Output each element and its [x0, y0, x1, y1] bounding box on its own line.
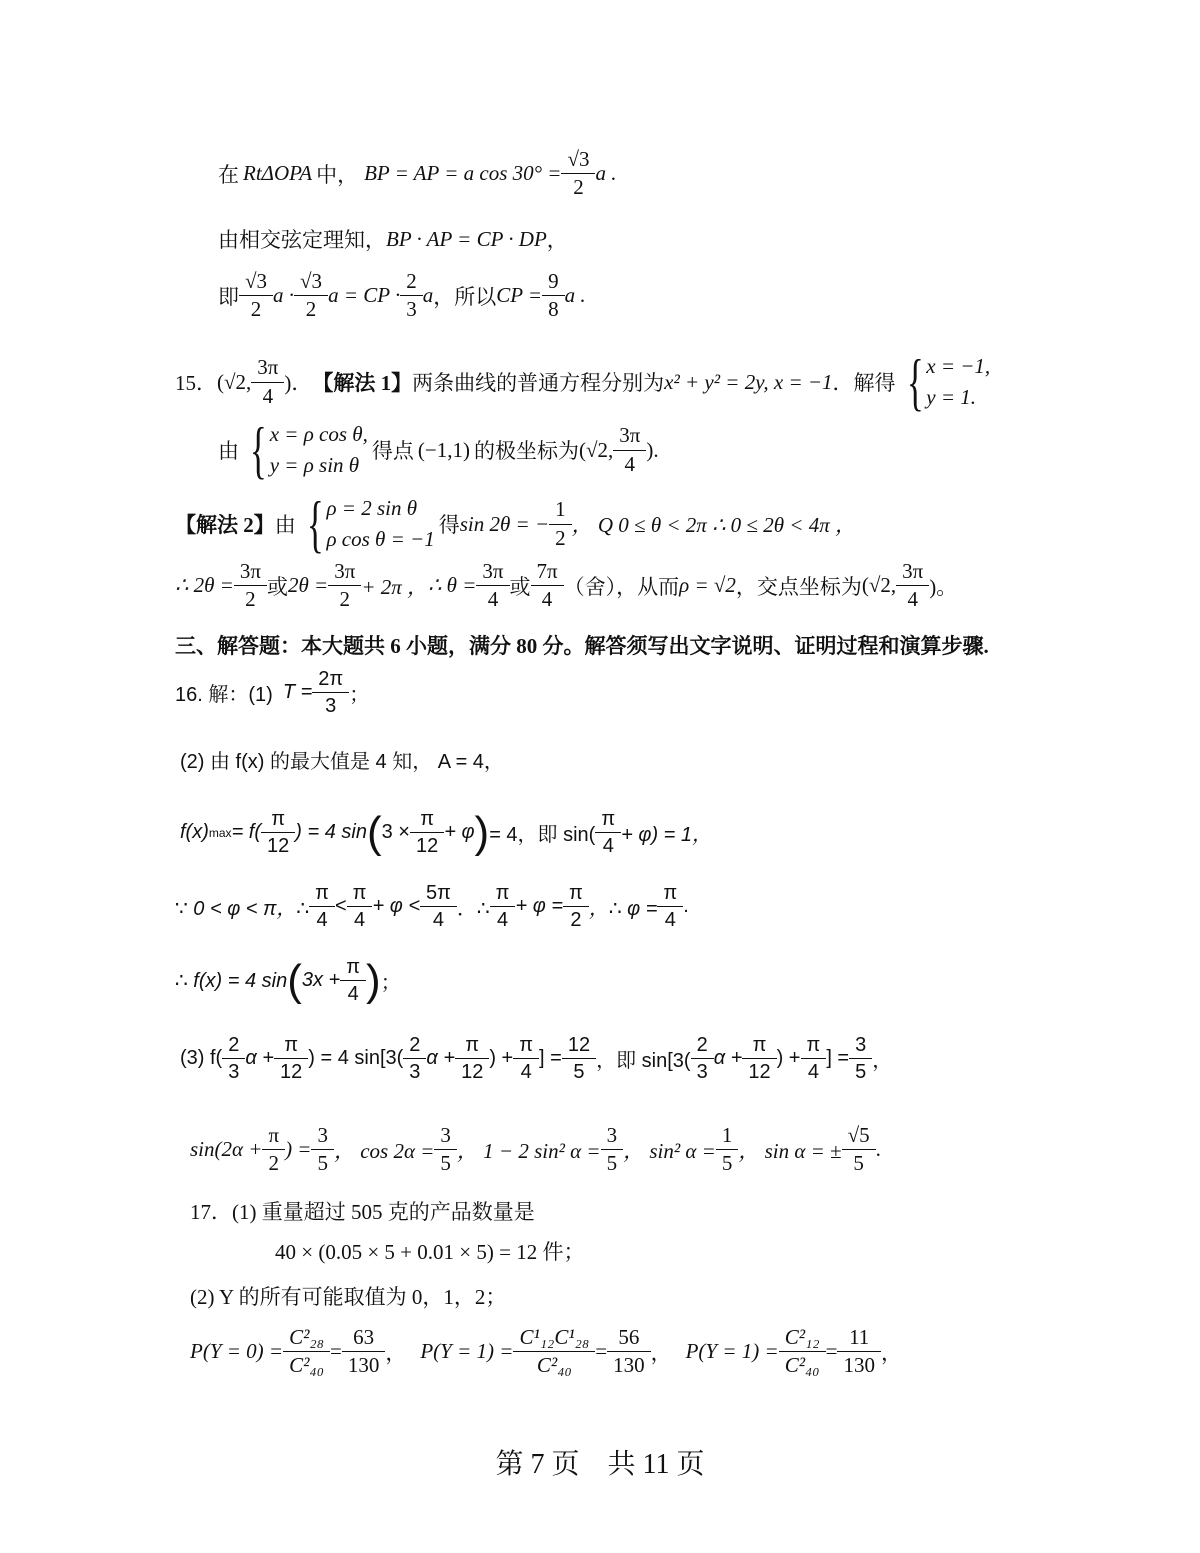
text: 由相交弦定理知， — [218, 228, 386, 252]
method-label: 【解法 2】 — [175, 513, 275, 537]
fraction — [610, 1326, 648, 1377]
text: 的极坐标为 — [473, 439, 579, 463]
equation: a = CP · — [328, 283, 401, 308]
numerator: √3 — [300, 269, 323, 293]
denominator: 5 — [842, 1149, 876, 1175]
denominator: 4 — [476, 585, 509, 611]
equation: ， sin α = ± — [738, 1138, 842, 1163]
fraction — [493, 882, 513, 931]
fraction — [345, 1326, 383, 1377]
point: (−1,1) — [417, 437, 470, 462]
text: (2) 由 f(x) 的最大值是 4 知， A = 4， — [180, 751, 504, 773]
fraction — [225, 1034, 242, 1083]
numerator: 3 — [317, 1123, 328, 1147]
question-head: 16. 解：(1) — [175, 684, 273, 706]
brace-glyph: { — [249, 414, 267, 485]
text: ，即 sin[3( — [596, 1050, 691, 1072]
q15-line-2 — [218, 414, 659, 485]
denominator: C²₄₀ — [283, 1351, 330, 1377]
numerator: π — [569, 882, 583, 904]
fraction — [899, 560, 926, 611]
condition: ， Q 0 ≤ θ < 2π ∴ 0 ≤ 2θ < 4π ， — [571, 513, 856, 537]
system-row: y = ρ sin θ — [269, 453, 360, 477]
fraction — [286, 1326, 327, 1377]
q16-line-3 — [180, 808, 712, 857]
numerator: 3π — [239, 559, 261, 583]
text: )． — [284, 371, 313, 395]
text: + φ) = 1， — [621, 824, 713, 846]
paren-glyph: ( — [287, 955, 302, 1005]
text: 得点 — [371, 439, 414, 463]
text: 即 — [218, 284, 239, 309]
denominator: 12 — [455, 1058, 489, 1083]
text: （舍），从而 — [563, 574, 680, 599]
text: (2) Y 的所有可能取值为 0，1，2； — [190, 1285, 507, 1309]
text: ] = — [826, 1047, 850, 1069]
fraction — [782, 1326, 823, 1377]
text: ) = 4 sin[3( — [308, 1047, 404, 1069]
q15-line-1 — [175, 346, 994, 417]
denominator: 130 — [607, 1351, 651, 1377]
equation-system — [900, 346, 991, 417]
fraction — [660, 882, 680, 931]
text: a — [422, 283, 434, 308]
numerator: 9 — [548, 269, 559, 293]
denominator: 4 — [613, 450, 646, 476]
fraction — [534, 560, 561, 611]
numerator: 56 — [618, 1325, 640, 1349]
numerator: 5π — [426, 882, 451, 904]
equation: ， sin² α = — [623, 1138, 716, 1163]
equation: ∵ 0 < φ < π，∴ — [175, 898, 310, 920]
fraction — [516, 1326, 592, 1377]
numerator: 1 — [555, 497, 566, 522]
numerator: C²₂₈ — [289, 1325, 324, 1349]
paren-glyph: ) — [366, 955, 381, 1005]
fraction — [406, 1034, 423, 1083]
text: (√2, — [578, 437, 614, 462]
fraction — [403, 270, 420, 321]
fraction — [242, 270, 270, 321]
denominator: 2 — [563, 906, 589, 931]
text: 由 — [274, 513, 296, 537]
numerator: π — [315, 882, 329, 904]
text: = 4，即 sin( — [489, 824, 596, 846]
denominator: 12 — [742, 1058, 776, 1083]
fraction — [566, 882, 586, 931]
numerator: π — [271, 808, 286, 830]
proof-line-3 — [218, 270, 586, 321]
numerator: 3 — [855, 1034, 867, 1056]
q16-line-4 — [175, 882, 689, 931]
q15-line-4 — [175, 560, 957, 611]
equation: ， 1 − 2 sin² α = — [456, 1138, 601, 1163]
text: ) = — [285, 1137, 312, 1162]
denominator: 5 — [716, 1149, 739, 1175]
fraction — [350, 882, 370, 931]
equation: ρ = √2 — [679, 573, 736, 598]
denominator: 2 — [262, 1149, 285, 1175]
equation: BP · AP = CP · DP — [386, 226, 547, 251]
text: 得 — [438, 513, 460, 537]
numerator: π — [420, 808, 435, 830]
fraction — [516, 1034, 536, 1083]
text: a · — [273, 283, 295, 308]
equation: = f( — [231, 821, 262, 843]
fraction — [565, 1034, 593, 1083]
equation: ∴ f(x) = 4 sin — [175, 970, 288, 992]
brace-glyph: { — [306, 488, 324, 559]
text: + φ — [444, 821, 475, 843]
system-row: ρ = 2 sin θ — [326, 496, 418, 520]
denominator: 2 — [234, 585, 267, 611]
denominator: 3 — [691, 1058, 714, 1083]
numerator: 2 — [228, 1034, 240, 1056]
text: ， — [880, 1340, 902, 1365]
paren-glyph: ) — [474, 807, 490, 857]
numerator: 3π — [902, 559, 924, 583]
equation: CP = — [496, 283, 543, 308]
numerator: π — [284, 1034, 299, 1056]
fraction — [694, 1034, 711, 1083]
denominator: 8 — [542, 295, 565, 321]
numerator: 2 — [406, 269, 417, 293]
text: + φ = — [515, 895, 564, 917]
denominator: 4 — [531, 585, 564, 611]
denominator: 130 — [837, 1351, 881, 1377]
text: 由 — [218, 439, 239, 463]
text: = — [595, 1339, 608, 1364]
numerator: 3π — [619, 423, 641, 448]
numerator: 7π — [536, 559, 558, 583]
numerator: π — [352, 882, 367, 904]
proof-line-2 — [218, 224, 568, 254]
equation-system — [243, 414, 368, 485]
numerator: π — [346, 956, 361, 978]
numerator: π — [495, 882, 510, 904]
denominator: 5 — [311, 1149, 334, 1175]
equation: T = — [282, 681, 313, 703]
text: ； — [380, 972, 401, 994]
page-footer — [0, 1442, 1200, 1482]
q17-line-4 — [190, 1326, 902, 1377]
fraction — [437, 1124, 454, 1175]
denominator: 4 — [340, 980, 366, 1005]
denominator: 12 — [410, 832, 444, 857]
denominator: 4 — [420, 906, 457, 931]
text: ； — [349, 684, 370, 706]
fraction — [604, 1124, 621, 1175]
text: a . — [564, 283, 586, 308]
denominator: 5 — [434, 1149, 457, 1175]
numerator: π — [519, 1034, 534, 1056]
fraction — [331, 560, 358, 611]
q16-line-6 — [180, 1034, 892, 1083]
denominator: C²₄₀ — [779, 1351, 826, 1377]
denominator: 3 — [222, 1058, 245, 1083]
fraction — [312, 882, 332, 931]
equation: + 2π ， — [361, 574, 429, 599]
denominator: 2 — [328, 585, 361, 611]
paren-glyph: ( — [366, 807, 382, 857]
equation: 2θ = — [287, 573, 329, 598]
fraction — [237, 560, 264, 611]
text: ) + — [489, 1047, 514, 1069]
numerator: 2 — [409, 1034, 421, 1056]
denominator: 2 — [549, 524, 572, 550]
denominator: 4 — [513, 1058, 539, 1083]
denominator: 2 — [294, 295, 328, 321]
fraction — [719, 1124, 736, 1175]
text: ， — [872, 1050, 893, 1072]
denominator: 2 — [561, 173, 595, 199]
denominator: C²₄₀ — [513, 1351, 595, 1377]
fraction — [264, 808, 292, 857]
numerator: 12 — [567, 1034, 591, 1056]
section-title: 三、解答题：本大题共 6 小题，满分 80 分。解答须写出文字说明、证明过程和演算步骤. — [175, 634, 989, 658]
fraction — [845, 1124, 873, 1175]
numerator: 63 — [353, 1325, 375, 1349]
text: ) + — [776, 1047, 801, 1069]
text: α + — [713, 1047, 743, 1069]
text: ). — [646, 437, 659, 462]
fraction — [804, 1034, 824, 1083]
system-row: x = ρ cos θ, — [269, 422, 368, 446]
denominator: 4 — [657, 906, 683, 931]
fraction — [423, 882, 454, 931]
text: (√2, — [217, 369, 252, 394]
page-number: 第 7 页 共 11 页 — [495, 1449, 705, 1480]
numerator: √3 — [245, 269, 268, 293]
text: ，交点坐标为 — [735, 574, 862, 599]
q16-line-7 — [190, 1124, 881, 1175]
text: α + — [426, 1047, 456, 1069]
text: )。 — [929, 574, 958, 599]
numerator: 3π — [482, 559, 504, 583]
q17-line-1 — [190, 1196, 535, 1226]
text: ] = — [539, 1047, 562, 1069]
q16-line-1 — [175, 668, 369, 717]
text: ．解得 — [832, 371, 896, 395]
numerator: π — [465, 1034, 480, 1056]
numerator: 3π — [257, 355, 279, 380]
denominator: 130 — [342, 1351, 386, 1377]
equation: sin 2θ = − — [459, 511, 550, 536]
text: (√2, — [861, 573, 897, 598]
system-row: x = −1, — [926, 354, 991, 378]
equation: ∴ 2θ = — [175, 573, 234, 598]
fraction — [852, 1034, 869, 1083]
numerator: C¹₁₂C¹₂₈ — [519, 1325, 590, 1349]
denominator: 4 — [347, 906, 373, 931]
denominator: 3 — [403, 1058, 426, 1083]
text: ， — [650, 1340, 672, 1365]
numerator: 11 — [849, 1325, 870, 1349]
denominator: 12 — [261, 832, 295, 857]
equation: ∴ θ = — [428, 573, 477, 598]
text: a . — [595, 161, 617, 186]
fraction — [616, 424, 643, 475]
q15-line-3 — [175, 488, 856, 559]
q16-line-5 — [175, 956, 401, 1005]
text: 在 — [218, 162, 239, 187]
text: ，∴ φ = — [588, 898, 658, 920]
denominator: 3 — [400, 295, 423, 321]
fraction — [745, 1034, 773, 1083]
equation: P(Y = 1) = — [685, 1339, 779, 1364]
numerator: √5 — [847, 1123, 870, 1147]
text: ，所以 — [433, 284, 497, 309]
numerator: 3π — [334, 559, 356, 583]
text: 或 — [266, 574, 288, 599]
system-row: y = 1. — [926, 385, 977, 409]
equation: f(x) — [180, 821, 209, 843]
subscript: max — [208, 825, 232, 840]
numerator: 3 — [606, 1123, 618, 1147]
denominator: 12 — [274, 1058, 308, 1083]
equation: P(Y = 0) = — [190, 1339, 284, 1364]
denominator: 4 — [801, 1058, 827, 1083]
denominator: 4 — [490, 906, 516, 931]
fraction — [840, 1326, 878, 1377]
fraction — [552, 498, 569, 549]
numerator: √3 — [567, 147, 590, 171]
numerator: π — [601, 808, 616, 830]
numerator: 3 — [440, 1123, 451, 1147]
fraction — [314, 1124, 331, 1175]
text: . — [875, 1137, 881, 1162]
denominator: 2 — [239, 295, 273, 321]
equation: sin(2α + — [190, 1137, 263, 1162]
q16-line-2 — [180, 745, 504, 774]
fraction — [343, 956, 363, 1005]
fraction — [458, 1034, 486, 1083]
text: (3) f( — [180, 1047, 223, 1069]
denominator: 5 — [601, 1149, 624, 1175]
equation: ) = 4 sin — [295, 821, 367, 843]
text: ．∴ — [456, 898, 490, 920]
fraction — [315, 668, 346, 717]
text: 或 — [509, 574, 531, 599]
system-row: ρ cos θ = −1 — [326, 527, 435, 551]
proof-line-1 — [218, 148, 616, 199]
numerator: C²₁₂ — [784, 1325, 820, 1349]
q17-line-3 — [190, 1281, 506, 1311]
text: ， — [385, 1340, 407, 1365]
equation: BP = AP = a cos 30° = — [364, 161, 562, 186]
text: = — [825, 1339, 838, 1364]
numerator: π — [752, 1034, 767, 1056]
numerator: π — [806, 1034, 821, 1056]
calculation: 40 × (0.05 × 5 + 0.01 × 5) = 12 件； — [275, 1240, 585, 1264]
denominator: 5 — [849, 1058, 872, 1083]
fraction — [277, 1034, 305, 1083]
denominator: 4 — [251, 382, 284, 408]
denominator: 5 — [562, 1058, 596, 1083]
fraction — [413, 808, 441, 857]
text: 3x + — [301, 969, 341, 991]
text: + φ < — [372, 895, 421, 917]
fraction — [479, 560, 506, 611]
section-heading — [175, 630, 989, 660]
numerator: π — [663, 882, 678, 904]
denominator: 4 — [896, 585, 929, 611]
brace-glyph: { — [906, 346, 924, 417]
equation: ， cos 2α = — [333, 1138, 435, 1163]
text: ， — [546, 228, 568, 252]
denominator: 3 — [312, 692, 349, 717]
fraction — [265, 1124, 282, 1175]
text: 3 × — [381, 821, 410, 843]
equation-system — [300, 488, 435, 559]
text: < — [334, 895, 347, 917]
numerator: 2π — [318, 668, 344, 690]
text: = — [330, 1339, 342, 1364]
fraction — [297, 270, 325, 321]
denominator: 4 — [309, 906, 335, 931]
text: 17．(1) 重量超过 505 克的产品数量是 — [190, 1200, 535, 1224]
text: α + — [245, 1047, 274, 1069]
numerator: 2 — [696, 1034, 708, 1056]
fraction — [545, 270, 562, 321]
fraction — [254, 356, 281, 407]
text: 两条曲线的普通方程分别为 — [412, 371, 665, 395]
numerator: π — [268, 1123, 280, 1147]
question-number: 15． — [175, 371, 217, 395]
method-label: 【解法 1】 — [312, 371, 413, 395]
text: 中， — [316, 162, 359, 187]
fraction — [564, 148, 592, 199]
equation: x² + y² = 2y, x = −1 — [664, 369, 833, 394]
q17-line-2 — [275, 1236, 584, 1266]
equation: P(Y = 1) = — [420, 1339, 514, 1364]
triangle-label: RtΔOPA — [243, 161, 313, 186]
denominator: 4 — [595, 832, 621, 857]
fraction — [598, 808, 618, 857]
text: . — [683, 895, 689, 917]
numerator: 1 — [721, 1123, 733, 1147]
